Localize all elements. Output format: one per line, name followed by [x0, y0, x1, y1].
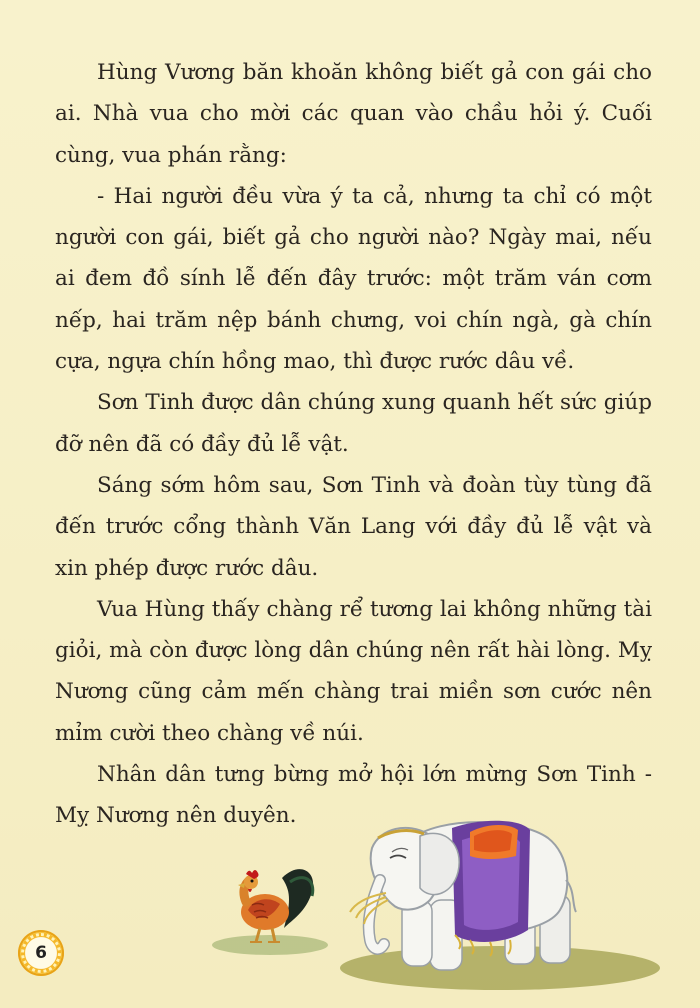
- paragraph-5: Vua Hùng thấy chàng rể tương lai không những tài giỏi, mà còn được lòng dân chúng nên rất hài lòng. Mỵ Nương cũng cảm mến chàng trai miền sơn cước nên mỉm cười theo chàng về núi.: [55, 596, 652, 746]
- page-number-badge: [18, 930, 64, 976]
- paragraph-3: Sơn Tinh được dân chúng xung quanh hết sức giúp đỡ nên đã có đầy đủ lễ vật.: [55, 390, 652, 457]
- paragraph-6: Nhân dân tưng bừng mở hội lớn mừng Sơn Tinh - Mỵ Nương nên duyên.: [55, 762, 652, 829]
- page-number: 6: [35, 943, 47, 963]
- paragraph-2: - Hai người đều vừa ý ta cả, nhưng ta chỉ có một người con gái, biết gả cho người nào? Ngày mai, nếu ai đem đồ sính lễ đến đây trước: một trăm ván cơm nếp, hai trăm nệp bánh chưng, voi chín ngà, gà chín cựa, ngựa chín hồng mao, thì được rước dâu về.: [55, 183, 652, 375]
- rooster-illustration: [238, 869, 313, 942]
- paragraph-4: Sáng sớm hôm sau, Sơn Tinh và đoàn tùy tùng đã đến trước cổng thành Văn Lang với đầy đủ lễ vật và xin phép được rước dâu.: [55, 472, 652, 581]
- story-text: [55, 52, 652, 837]
- rooster-ground: [212, 935, 328, 955]
- elephant-ground: [340, 946, 660, 990]
- elephant-illustration: [350, 821, 576, 970]
- paragraph-1: Hùng Vương băn khoăn không biết gả con gái cho ai. Nhà vua cho mời các quan vào chầu hỏi ý. Cuối cùng, vua phán rằng:: [55, 60, 652, 168]
